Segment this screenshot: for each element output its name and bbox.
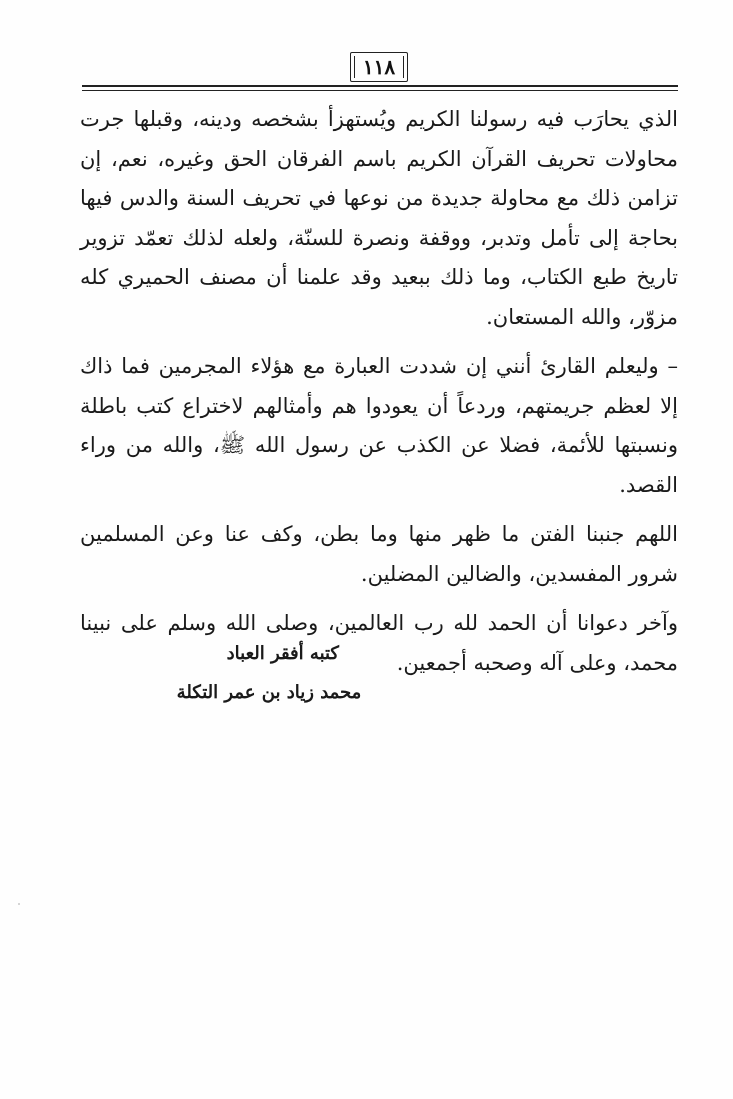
body-text	[80, 100, 678, 683]
page-header	[82, 48, 678, 98]
page-number: ١١٨	[362, 55, 396, 79]
header-rule-thick	[82, 85, 678, 87]
paragraph-3: اللهم جنبنا الفتن ما ظهر منها وما بطن، وكف عنا وعن المسلمين شرور المفسدين، والضالين المضلين.	[80, 522, 678, 586]
signature-title: كتبه أفقر العباد	[226, 643, 339, 664]
paragraph-2: – وليعلم القارئ أنني إن شددت العبارة مع هؤلاء المجرمين فما ذاك إلا لعظم جريمتهم، وردعاً أن يعودوا هم وأمثالهم لاختراع كتب باطلة ونسبتها للأئمة، فضلا عن الكذب عن رسول الله ﷺ، والله من وراء القصد.	[80, 354, 678, 497]
paragraph-4: وآخر دعوانا أن الحمد لله رب العالمين، وصلى الله وسلم على نبينا محمد، وعلى آله وصحبه أجمعين.	[80, 611, 678, 675]
scan-speck	[18, 903, 20, 905]
signature-block	[139, 634, 399, 712]
signature-author-name: محمد زياد بن عمر التكلة	[176, 682, 362, 703]
header-rule-thin	[82, 90, 678, 91]
paragraph-1: الذي يحارَب فيه رسولنا الكريم ويُستهزأ بشخصه ودينه، وقبلها جرت محاولات تحريف القرآن الكريم باسم الفرقان الحق وغيره، نعم، إن تزامن ذلك مع محاولة جديدة من نوعها في تحريف السنة والدس فيها بحاجة إلى تأمل وتدبر، ووقفة ونصرة للسنّة، ولعله لذلك تعمّد تزوير تاريخ طبع الكتاب، وما ذلك ببعيد وقد علمنا أن مصنف الحميري كله مزوّر، والله المستعان.	[80, 107, 678, 329]
page-number-frame	[350, 52, 408, 82]
